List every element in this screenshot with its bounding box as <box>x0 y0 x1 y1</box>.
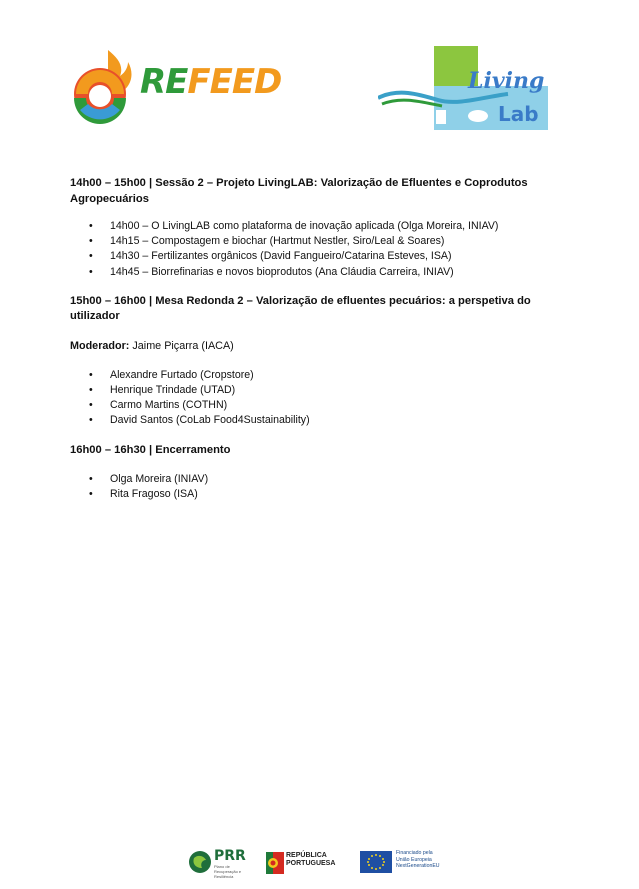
bullet-icon: • <box>89 414 93 427</box>
list-item <box>70 249 570 264</box>
section-items-list <box>70 368 570 429</box>
refeed-wordmark-feed: FEED <box>187 62 282 102</box>
bullet-icon: • <box>89 473 93 485</box>
eu-line2: União Europeia <box>396 856 432 863</box>
list-item <box>70 234 570 249</box>
list-item-text: David Santos (CoLab Food4Sustainability) <box>110 414 310 427</box>
eu-funding-text <box>396 850 456 870</box>
livinglab-logo <box>378 44 558 132</box>
livinglab-wordmark-lab: Lab <box>498 102 539 126</box>
section-items-list <box>70 219 570 280</box>
refeed-emblem-icon <box>68 48 138 124</box>
eu-line1: Financiado pela <box>396 850 433 856</box>
eu-line3: NextGenerationEU <box>396 863 440 869</box>
bullet-icon: • <box>89 250 93 263</box>
list-item <box>70 219 570 234</box>
bullet-icon: • <box>89 383 93 396</box>
moderator-name: Jaime Piçarra (IACA) <box>132 339 234 352</box>
prr-logo-subtitle: Plano de Recuperação e Resiliência <box>214 864 242 879</box>
section-title: 16h00 – 16h30 | Encerramento <box>70 443 231 456</box>
list-item-text: Olga Moreira (INIAV) <box>110 473 209 485</box>
republica-portuguesa-text <box>286 852 335 868</box>
moderator-line <box>70 339 570 354</box>
list-item <box>70 265 570 280</box>
list-item-text: 14h15 – Compostagem e biochar (Hartmut Nestler, Siro/Leal & Soares) <box>110 235 445 248</box>
list-item <box>70 487 570 502</box>
portugal-emblem-icon <box>266 852 284 874</box>
bullet-icon: • <box>89 488 93 501</box>
list-item <box>70 413 570 428</box>
list-item-text: Rita Fragoso (ISA) <box>110 488 198 501</box>
moderator-label: Moderador: <box>70 339 130 352</box>
list-item <box>70 398 570 413</box>
list-item-text: 14h30 – Fertilizantes orgânicos (David Fangueiro/Catarina Esteves, ISA) <box>110 250 452 263</box>
list-item-text: Henrique Trindade (UTAD) <box>110 383 236 396</box>
bullet-icon: • <box>89 265 93 278</box>
prr-logo-text: PRR <box>214 848 246 864</box>
list-item <box>70 383 570 398</box>
list-item <box>70 472 570 487</box>
list-item-text: Carmo Martins (COTHN) <box>110 399 228 412</box>
republica-line2: PORTUGUESA <box>286 860 336 867</box>
bullet-icon: • <box>89 220 93 232</box>
list-item <box>70 368 570 383</box>
eu-flag-icon <box>360 851 392 873</box>
prr-emblem-icon <box>188 850 212 874</box>
list-item-text: Alexandre Furtado (Cropstore) <box>110 368 254 381</box>
refeed-wordmark-re: RE <box>140 62 188 102</box>
agenda-content <box>70 176 570 502</box>
refeed-wordmark <box>140 62 281 102</box>
bullet-icon: • <box>89 235 93 248</box>
section-items-list <box>70 472 570 502</box>
section-title: 15h00 – 16h00 | Mesa Redonda 2 – Valorização de efluentes pecuários: a perspetiva do utilizador <box>70 294 531 323</box>
list-item-text: 14h00 – O LivingLAB como plataforma de inovação aplicada (Olga Moreira, INIAV) <box>110 220 499 232</box>
bullet-icon: • <box>89 399 93 412</box>
refeed-logo <box>68 48 298 124</box>
funding-footer <box>188 846 448 880</box>
section-title: 14h00 – 15h00 | Sessão 2 – Projeto LivingLAB: Valorização de Efluentes e Coprodutos Agropecuários <box>70 177 528 205</box>
livinglab-wordmark-living: Living <box>468 68 545 94</box>
republica-line1: REPÚBLICA <box>286 852 327 859</box>
list-item-text: 14h45 – Biorrefinarias e novos bioprodutos (Ana Cláudia Carreira, INIAV) <box>110 265 454 278</box>
bullet-icon: • <box>89 368 93 381</box>
